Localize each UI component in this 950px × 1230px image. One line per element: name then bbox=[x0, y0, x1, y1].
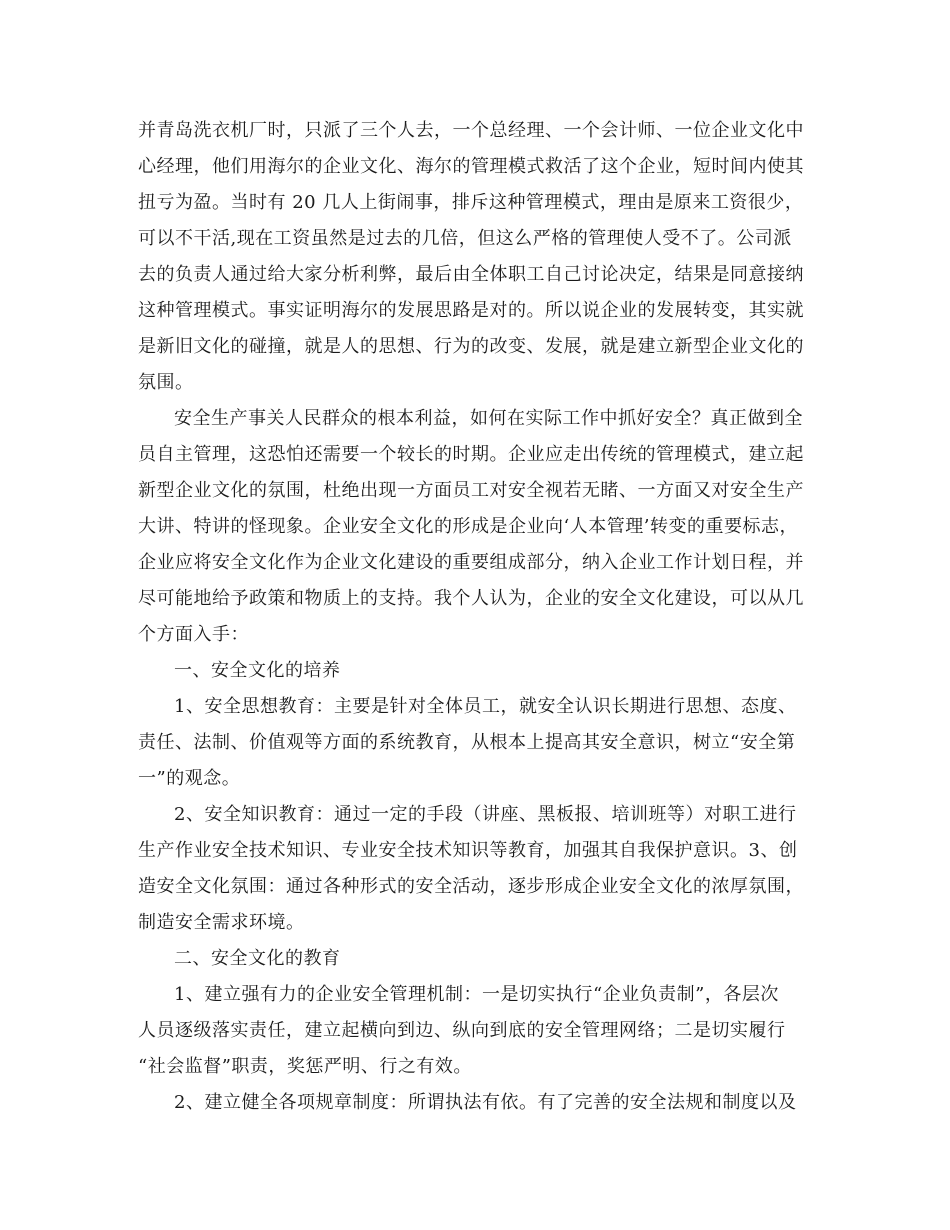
text-line: 氛围。 bbox=[138, 372, 194, 393]
text-line: 是新旧文化的碰撞，就是人的思想、行为的改变、发展，就是建立新型企业文化的 bbox=[138, 336, 804, 357]
text-line: 企业应将安全文化作为企业文化建设的重要组成部分，纳入企业工作计划日程，并 bbox=[138, 552, 804, 573]
text-line: 心经理，他们用海尔的企业文化、海尔的管理模式救活了这个企业，短时间内使其 bbox=[138, 156, 804, 177]
body-text bbox=[138, 113, 818, 1121]
text-line: 2、建立健全各项规章制度：所谓执法有依。有了完善的安全法规和制度以及 bbox=[174, 1092, 797, 1113]
text-line: 扭亏为盈。当时有 20 几人上街闹事，排斥这种管理模式，理由是原来工资很少， bbox=[138, 192, 804, 213]
text-line: 造安全文化氛围：通过各种形式的安全活动，逐步形成企业安全文化的浓厚氛围， bbox=[138, 876, 804, 897]
text-line: 并青岛洗衣机厂时，只派了三个人去，一个总经理、一个会计师、一位企业文化中 bbox=[138, 120, 804, 141]
text-line: 2、安全知识教育：通过一定的手段（讲座、黑板报、培训班等）对职工进行 bbox=[174, 804, 797, 825]
text-line: 一、安全文化的培养 bbox=[174, 660, 341, 681]
text-line: 1、安全思想教育：主要是针对全体员工，就安全认识长期进行思想、态度、 bbox=[174, 696, 797, 717]
text-line: 新型企业文化的氛围，杜绝出现一方面员工对安全视若无睹、一方面又对安全生产 bbox=[138, 480, 804, 501]
text-line: 尽可能地给予政策和物质上的支持。我个人认为，企业的安全文化建设，可以从几 bbox=[138, 588, 804, 609]
text-line: 大讲、特讲的怪现象。企业安全文化的形成是企业向‘人本管理’转变的重要标志， bbox=[138, 516, 798, 537]
text-line: 二、安全文化的教育 bbox=[174, 948, 341, 969]
text-line: 一”的观念。 bbox=[138, 768, 241, 789]
text-line: 生产作业安全技术知识、专业安全技术知识等教育，加强其自我保护意识。3、创 bbox=[138, 840, 798, 861]
text-line: 这种管理模式。事实证明海尔的发展思路是对的。所以说企业的发展转变，其实就 bbox=[138, 300, 804, 321]
text-line: 制造安全需求环境。 bbox=[138, 912, 305, 933]
text-line: “社会监督”职责，奖惩严明、行之有效。 bbox=[138, 1056, 472, 1077]
text-line: 责任、法制、价值观等方面的系统教育，从根本上提高其安全意识，树立“安全第 bbox=[138, 732, 796, 753]
text-line: 人员逐级落实责任，建立起横向到边、纵向到底的安全管理网络；二是切实履行 bbox=[138, 1020, 786, 1041]
text-line: 员自主管理，这恐怕还需要一个较长的时期。企业应走出传统的管理模式，建立起 bbox=[138, 444, 804, 465]
text-line: 个方面入手： bbox=[138, 624, 249, 645]
text-line: 可以不干活,现在工资虽然是过去的几倍，但这么严格的管理使人受不了。公司派 bbox=[138, 228, 792, 249]
text-line: 安全生产事关人民群众的根本利益，如何在实际工作中抓好安全？真正做到全 bbox=[174, 408, 803, 429]
text-line: 去的负责人通过给大家分析利弊，最后由全体职工自己讨论决定，结果是同意接纳 bbox=[138, 264, 804, 285]
text-line: 1、建立强有力的企业安全管理机制：一是切实执行“企业负责制”，各层次 bbox=[174, 984, 779, 1005]
